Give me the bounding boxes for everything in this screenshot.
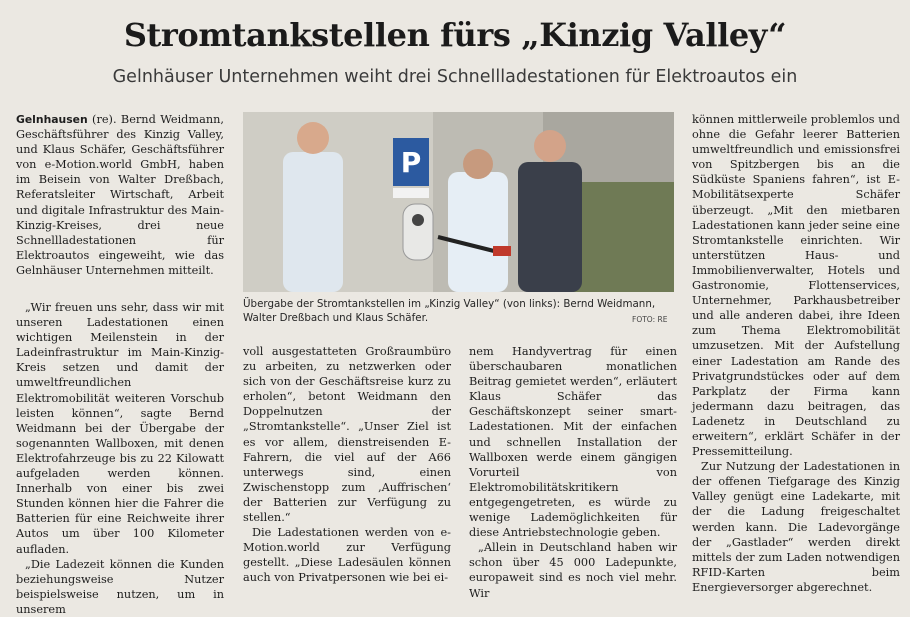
headline: Stromtankstellen fürs „Kinzig Valley“	[123, 16, 787, 54]
column-2	[243, 344, 451, 586]
lead-text: (re). Bernd Weidmann, Geschäftsführer des Kinzig Valley, und Klaus Schäfer, Geschäftsführer von e-Motion.world GmbH, haben im Beisein von Walter Dreßbach, Referatsleiter Wirtschaft, Arbeit und digitale Infrastruktur des Main-Kinzig-Kreises, drei neue Schnellladestationen für Elektroautos eingeweiht, wie das Gelnhäuser Unternehmen mitteilt.	[16, 113, 224, 277]
wallbox	[403, 204, 433, 260]
photo-illustration	[243, 112, 674, 292]
column-1-lead	[16, 112, 224, 278]
paragraph: können mittlerweile problemlos und ohne die Gefahr leerer Batterien umweltfreundlich und emissionsfrei von Spitzbergen bis an die Südküste Spaniens fahren“, ist E-Mobilitätsexperte Schäfer überzeugt. „Mit den mietbaren Ladestationen kann jeder seine eine Stromtankstelle einrichten. Wir unterstützen Haus- und Immobilienverwalter, Hotels und Gastronomie, Flottenservices, Unternehmer, Parkhausbetreiber und alle anderen dabei, ihre Ideen zum Thema Elektromobilität umzusetzen. Mit der Aufstellung einer Ladestation am Rande des Privatgrundstückes oder auf dem Parkplatz der Firma kann jedermann dazu beitragen, das Ladenetz in Deutschland zu erweitern“, erklärt Schäfer in der Pressemitteilung.	[692, 113, 900, 459]
paragraph: Die Ladestationen werden von e-Motion.world zur Verfügung gestellt. „Diese Ladesäulen können auch von Privatpersonen wie bei ei-	[243, 526, 451, 585]
dateline: Gelnhausen	[16, 113, 88, 126]
column-1	[16, 300, 224, 617]
column-3	[469, 344, 677, 601]
paragraph: voll ausgestatteten Großraumbüro zu arbeiten, zu netzwerken oder sich von der Geschäftsreise kurz zu erholen“, betont Weidmann den Doppelnutzen der „Stromtankstelle“. „Unser Ziel ist es vor allem, dienstreisenden E-Fahrern, die viel auf der A66 unterwegs sind, einen Zwischenstopp zum ‚Auffrischen‘ der Batterien zur Verfügung zu stellen.“	[243, 345, 451, 525]
photo-credit: FOTO: RE	[632, 315, 668, 324]
person-middle	[448, 172, 508, 292]
paragraph: nem Handyvertrag für einen überschaubaren monatlichen Beitrag gemietet werden“, erläutert Klaus Schäfer das Geschäftskonzept seiner smart-Ladestationen. Mit der einfachen und schnellen Installation der Wallboxen werde einem gängigen Vorurteil von Elektromobilitätskritikern entgegengetreten, es würde zu wenige Lademöglichkeiten für diese Antriebstechnologie geben.	[469, 345, 677, 540]
person-left	[283, 152, 343, 292]
paragraph: „Wir freuen uns sehr, dass wir mit unseren Ladestationen einen wichtigen Meilenstein in der Ladeinfrastruktur im Main-Kinzig-Kreis setzen und damit der umweltfreundlichen Elektromobilität weiteren Vorschub leisten können“, sagte Bernd Weidmann bei der Übergabe der sogenannten Wallboxen, mit denen Elektrofahrzeuge bis zu 22 Kilowatt aufgeladen werden können. Innerhalb von einer bis zwei Stunden können hier die Fahrer die Batterien für eine Reichweite ihrer Autos um über 100 Kilometer aufladen.	[16, 301, 224, 556]
article-photo	[243, 112, 674, 292]
subheadline: Gelnhäuser Unternehmen weiht drei Schnellladestationen für Elektroautos ein	[112, 67, 798, 87]
photo-caption: Übergabe der Stromtankstellen im „Kinzig Valley“ (von links): Bernd Weidmann, Walter Dreßbach und Klaus Schäfer.	[243, 298, 656, 324]
paragraph: „Die Ladezeit können die Kunden beziehungsweise Nutzer beispielsweise nutzen, um in unserem	[16, 557, 224, 616]
paragraph: Zur Nutzung der Ladestationen in der offenen Tiefgarage des Kinzig Valley genügt eine Ladekarte, mit der die Ladung freigeschaltet werden kann. Die Ladevorgänge der „Gastlader“ werden direkt mittels der zum Laden notwendigen RFID-Karten beim Energieversorger abgerechnet.	[692, 460, 900, 594]
column-4	[692, 112, 900, 595]
paragraph: „Allein in Deutschland haben wir schon über 45 000 Ladepunkte, europaweit sind es noch viel mehr. Wir	[469, 541, 677, 600]
person-right	[518, 162, 582, 292]
parking-sign-letter: P	[400, 146, 422, 179]
lead-paragraph	[16, 112, 224, 278]
